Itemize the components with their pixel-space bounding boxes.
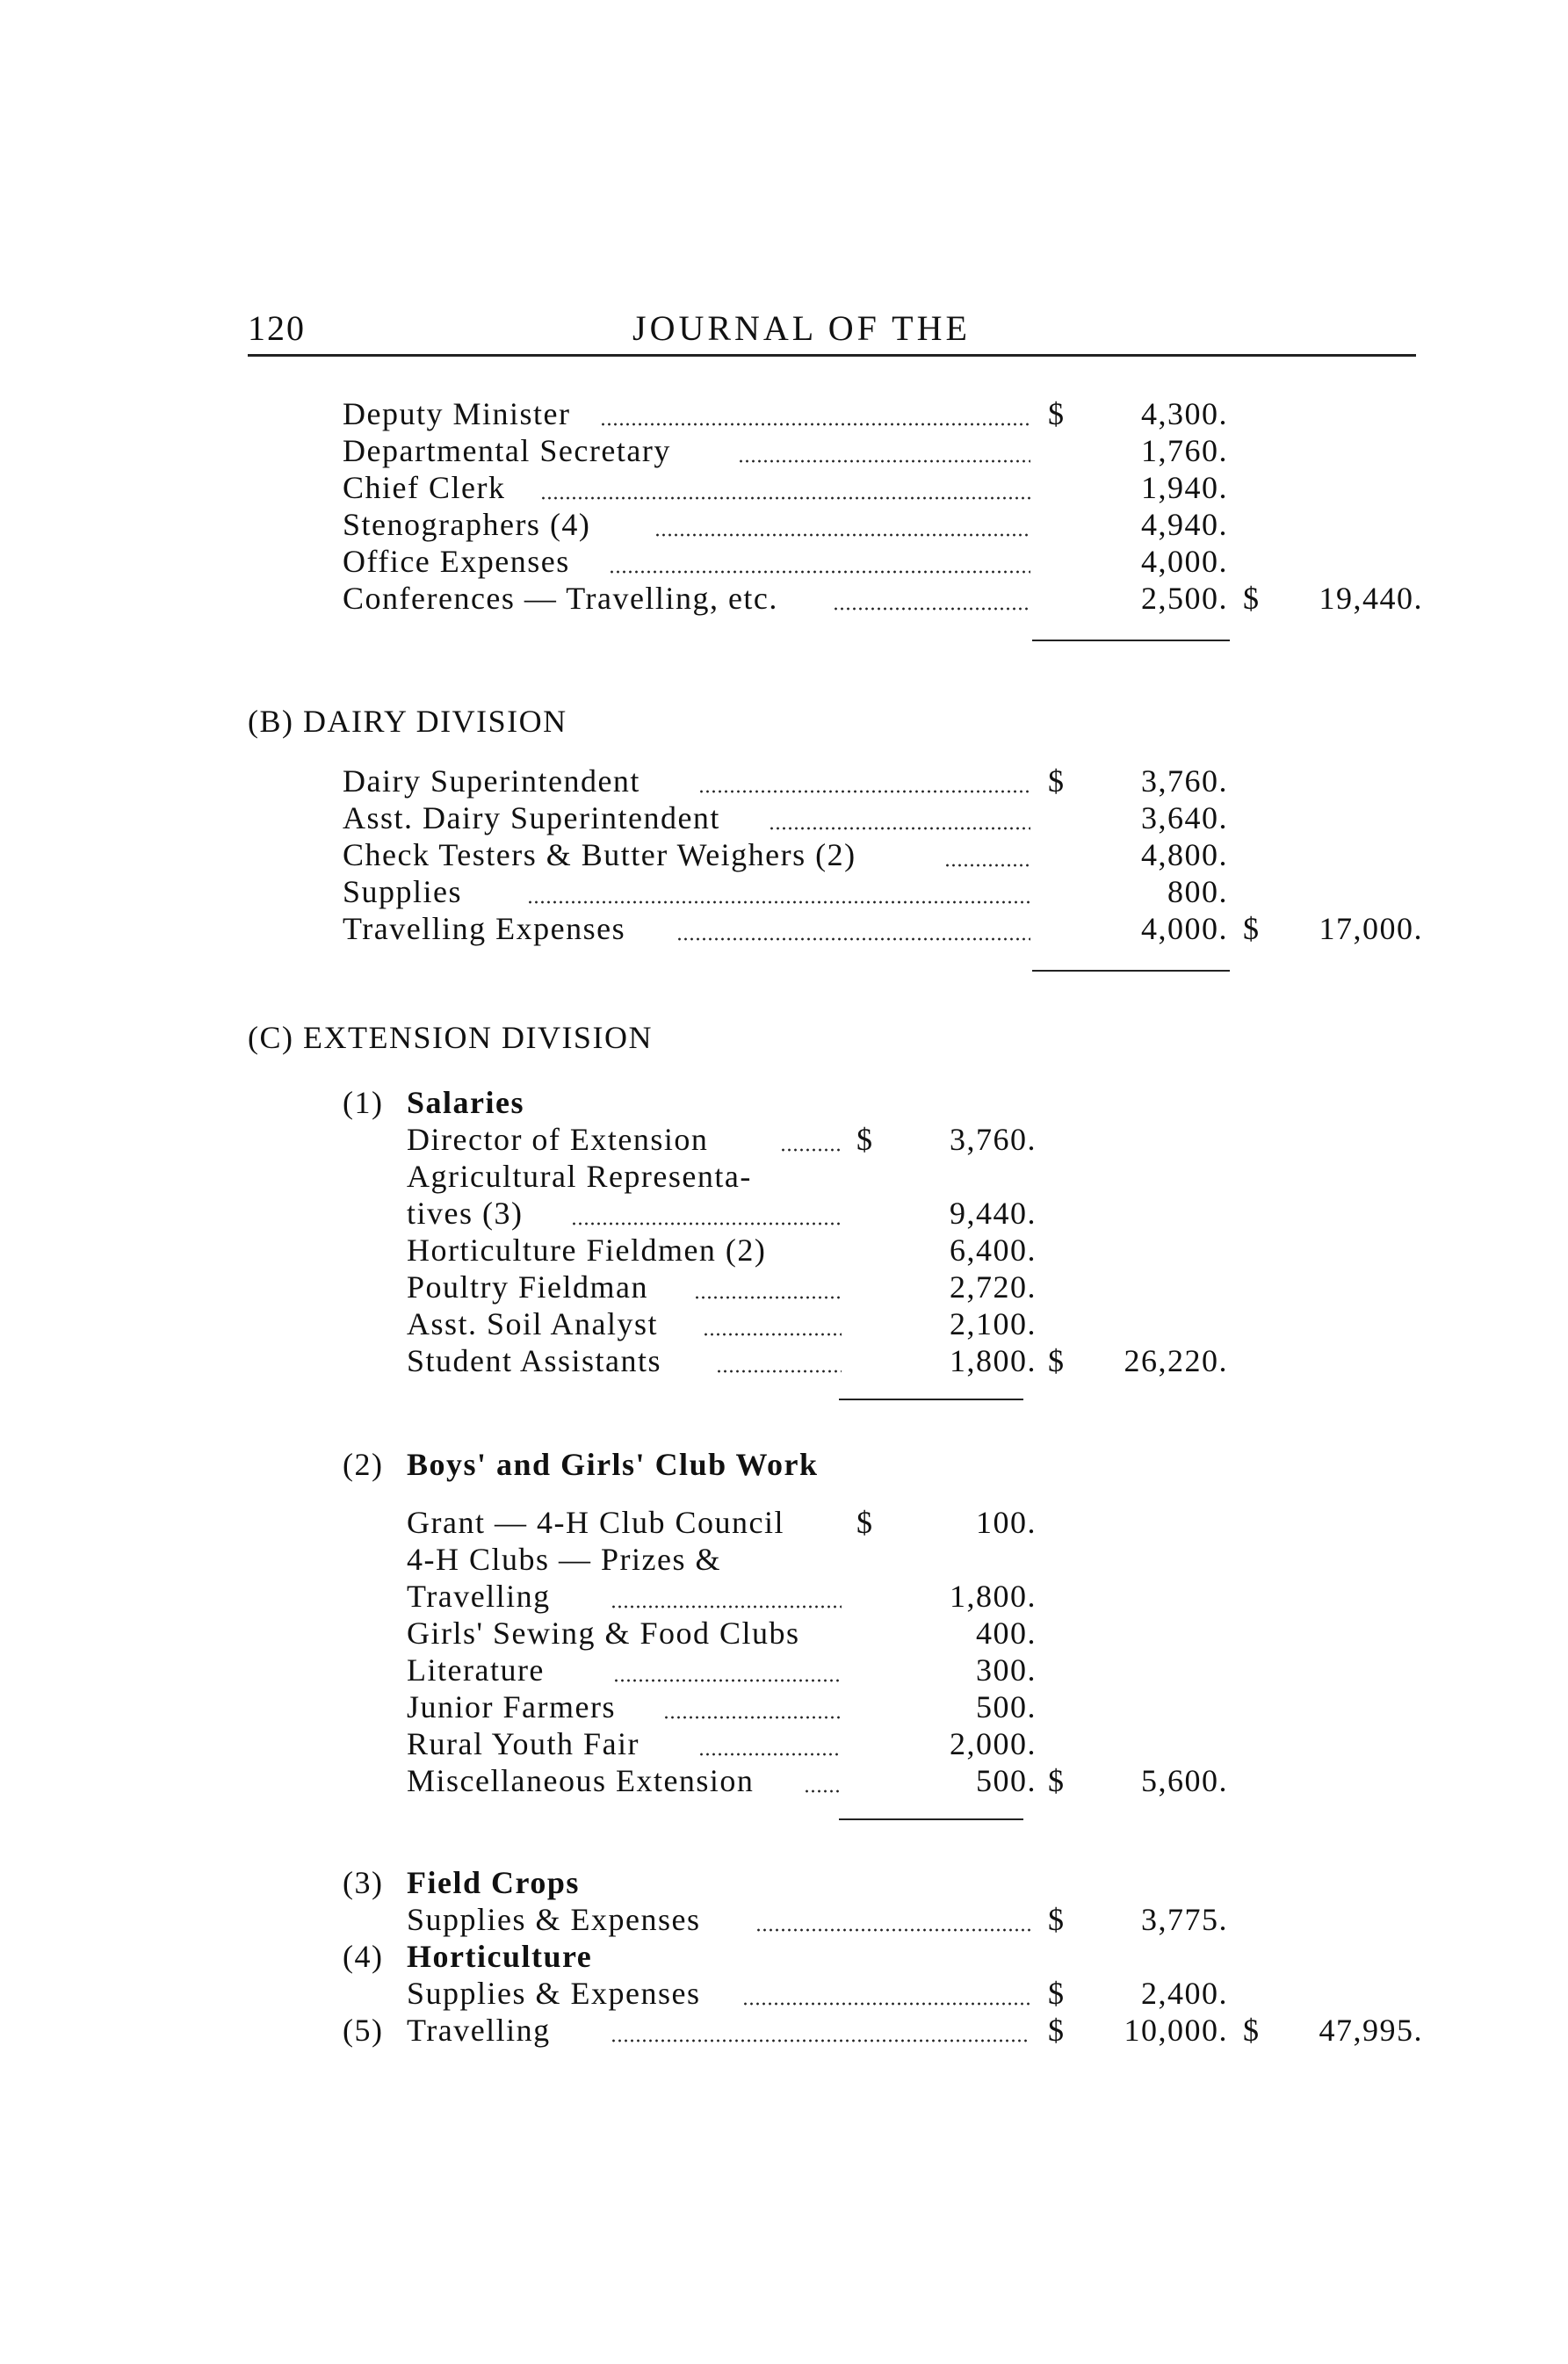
dollar-sign: $ — [1048, 763, 1066, 799]
line-amount: 2,720. — [950, 1269, 1037, 1305]
subsection-number: (1) — [343, 1085, 384, 1120]
line-label: Literature — [407, 1652, 545, 1688]
dot-leader — [780, 1148, 842, 1152]
subsection-number: (4) — [343, 1939, 384, 1974]
subsection-number: (5) — [343, 2013, 384, 2048]
dot-leader — [654, 533, 1030, 537]
line-label: Dairy Superintendent — [343, 763, 640, 799]
dot-leader — [609, 570, 1030, 574]
dollar-sign: $ — [856, 1122, 874, 1157]
section-total: 17,000. — [1319, 911, 1423, 946]
line-amount: 9,440. — [950, 1196, 1037, 1231]
line-label: Asst. Soil Analyst — [407, 1306, 659, 1341]
line-amount: 3,760. — [950, 1122, 1037, 1157]
line-label: Director of Extension — [407, 1122, 709, 1157]
line-label: Girls' Sewing & Food Clubs — [407, 1616, 800, 1651]
dot-leader — [804, 1789, 842, 1793]
line-label: Grant — 4-H Club Council — [407, 1505, 784, 1540]
total-dollar-sign: $ — [1243, 581, 1261, 616]
line-amount: 500. — [976, 1763, 1037, 1798]
dot-leader — [611, 2039, 1030, 2042]
line-label: Horticulture Fieldmen (2) — [407, 1233, 767, 1268]
subtotal-dollar-sign: $ — [1048, 1763, 1066, 1798]
dollar-sign: $ — [1048, 1976, 1066, 2011]
line-label: Check Testers & Butter Weighers (2) — [343, 837, 856, 872]
line-amount: 3,775. — [1141, 1902, 1228, 1937]
section-heading: (C) EXTENSION DIVISION — [248, 1020, 653, 1055]
dot-leader — [769, 827, 1030, 830]
line-amount: 1,760. — [1141, 433, 1228, 468]
line-amount: 2,500. — [1141, 581, 1228, 616]
dot-leader — [738, 459, 1030, 463]
dot-leader — [600, 423, 1030, 426]
line-amount: 1,800. — [950, 1579, 1037, 1614]
sum-rule — [1032, 970, 1230, 972]
dot-leader — [755, 1928, 1030, 1932]
line-label: Chief Clerk — [343, 470, 506, 505]
total-dollar-sign: $ — [1243, 911, 1261, 946]
dot-leader — [742, 2002, 1030, 2006]
subsection-number: (3) — [343, 1865, 384, 1900]
line-amount: 2,100. — [950, 1306, 1037, 1341]
line-label: Asst. Dairy Superintendent — [343, 800, 720, 835]
line-amount: 800. — [1167, 874, 1228, 909]
dot-leader — [540, 496, 1030, 500]
dot-leader — [716, 1370, 842, 1373]
sum-rule — [839, 1399, 1023, 1400]
section-total: 47,995. — [1319, 2013, 1423, 2048]
line-amount: 3,640. — [1141, 800, 1228, 835]
line-label: Travelling — [407, 2013, 551, 2048]
line-label: Junior Farmers — [407, 1689, 616, 1724]
dot-leader — [944, 864, 1030, 867]
line-label: Student Assistants — [407, 1343, 662, 1378]
line-label: tives (3) — [407, 1196, 524, 1231]
line-label: Supplies — [343, 874, 463, 909]
line-label: Supplies & Expenses — [407, 1976, 701, 2011]
dot-leader — [663, 1716, 842, 1719]
subsection-title: Horticulture — [407, 1939, 593, 1974]
subsection-number: (2) — [343, 1447, 384, 1482]
line-amount: 1,800. — [950, 1343, 1037, 1378]
dot-leader — [676, 937, 1030, 941]
line-amount: 4,000. — [1141, 544, 1228, 579]
dot-leader — [571, 1222, 842, 1225]
line-label: Miscellaneous Extension — [407, 1763, 755, 1798]
dollar-sign: $ — [1048, 2013, 1066, 2048]
line-label: Travelling Expenses — [343, 911, 626, 946]
dollar-sign: $ — [1048, 1902, 1066, 1937]
line-label: Departmental Secretary — [343, 433, 671, 468]
sum-rule — [839, 1818, 1023, 1820]
subsection-subtotal: 26,220. — [1124, 1343, 1228, 1378]
running-title: JOURNAL OF THE — [632, 308, 971, 348]
section-total: 19,440. — [1319, 581, 1423, 616]
header-rule — [248, 354, 1416, 357]
dot-leader — [698, 790, 1030, 793]
line-label: Stenographers (4) — [343, 507, 591, 542]
line-amount: 6,400. — [950, 1233, 1037, 1268]
line-amount: 3,760. — [1141, 763, 1228, 799]
line-label: Travelling — [407, 1579, 551, 1614]
dot-leader — [833, 607, 1030, 611]
line-amount: 100. — [976, 1505, 1037, 1540]
subtotal-dollar-sign: $ — [1048, 1343, 1066, 1378]
line-amount: 2,400. — [1141, 1976, 1228, 2011]
line-label: Office Expenses — [343, 544, 570, 579]
dot-leader — [703, 1333, 842, 1336]
line-amount: 1,940. — [1141, 470, 1228, 505]
dot-leader — [527, 900, 1030, 904]
line-amount: 4,940. — [1141, 507, 1228, 542]
line-amount: 500. — [976, 1689, 1037, 1724]
sum-rule — [1032, 640, 1230, 641]
line-amount: 300. — [976, 1652, 1037, 1688]
line-label: Deputy Minister — [343, 396, 571, 431]
dot-leader — [611, 1605, 842, 1609]
subsection-title: Salaries — [407, 1085, 524, 1120]
line-label: Conferences — Travelling, etc. — [343, 581, 778, 616]
page-number: 120 — [248, 308, 306, 348]
subsection-subtotal: 5,600. — [1141, 1763, 1228, 1798]
line-label: Rural Youth Fair — [407, 1726, 640, 1761]
subsection-title: Boys' and Girls' Club Work — [407, 1447, 819, 1482]
line-label: Supplies & Expenses — [407, 1902, 701, 1937]
line-amount: 4,300. — [1141, 396, 1228, 431]
line-amount: 2,000. — [950, 1726, 1037, 1761]
line-label: 4-H Clubs — Prizes & — [407, 1542, 721, 1577]
line-amount: 400. — [976, 1616, 1037, 1651]
subsection-title: Field Crops — [407, 1865, 580, 1900]
dollar-sign: $ — [856, 1505, 874, 1540]
dot-leader — [694, 1296, 842, 1299]
line-amount: 10,000. — [1124, 2013, 1228, 2048]
line-amount: 4,800. — [1141, 837, 1228, 872]
dollar-sign: $ — [1048, 396, 1066, 431]
total-dollar-sign: $ — [1243, 2013, 1261, 2048]
line-label: Agricultural Representa- — [407, 1159, 752, 1194]
line-label: Poultry Fieldman — [407, 1269, 648, 1305]
line-amount: 4,000. — [1141, 911, 1228, 946]
dot-leader — [698, 1753, 842, 1756]
section-heading: (B) DAIRY DIVISION — [248, 704, 567, 739]
dot-leader — [613, 1679, 842, 1682]
